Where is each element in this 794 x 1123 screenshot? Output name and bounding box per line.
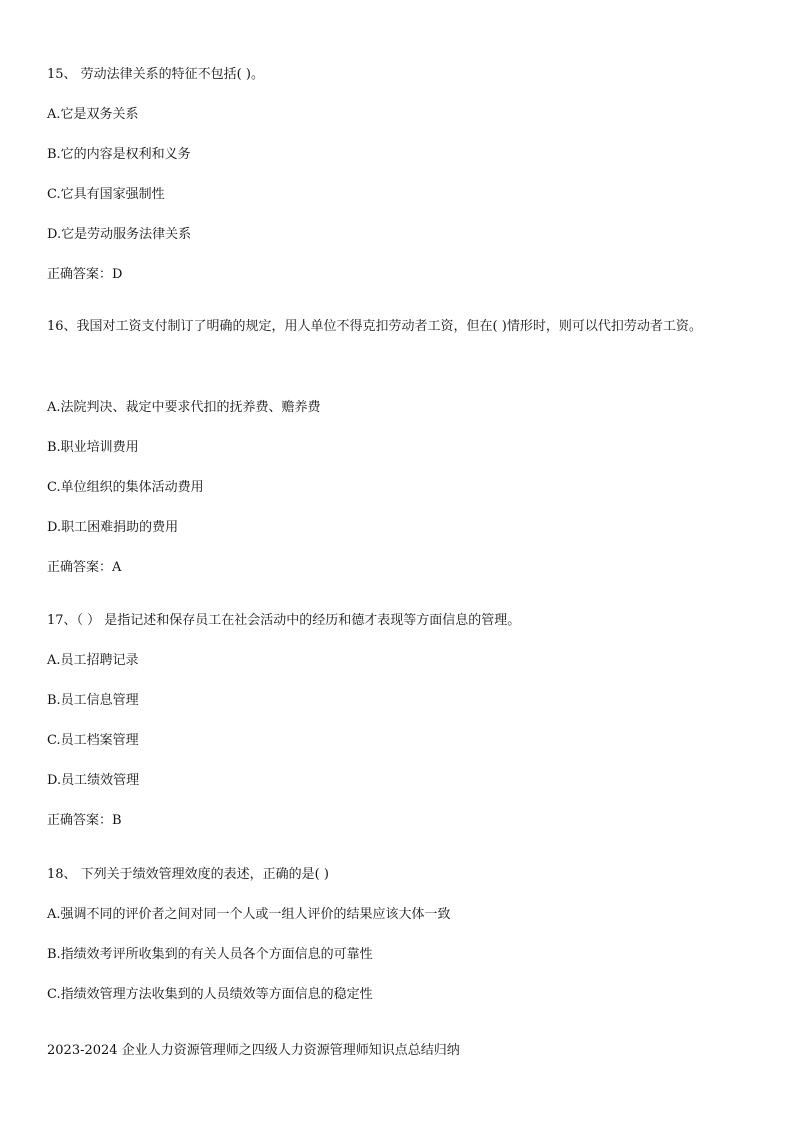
- question-17-option-a: A.员工招聘记录: [47, 653, 139, 668]
- question-15-stem: 15、 劳动法律关系的特征不包括( )。: [47, 67, 264, 82]
- question-18-option-b: B.指绩效考评所收集到的有关人员各个方面信息的可靠性: [47, 947, 373, 962]
- question-15-answer: 正确答案：D: [47, 267, 123, 282]
- question-17-option-c: C.员工档案管理: [47, 733, 139, 748]
- question-15-option-b: B.它的内容是权利和义务: [47, 147, 191, 162]
- question-15-option-a: A.它是双务关系: [47, 107, 139, 122]
- question-16-option-a: A.法院判决、裁定中要求代扣的抚养费、赡养费: [47, 400, 321, 415]
- question-16-answer: 正确答案：A: [47, 560, 122, 575]
- question-15-option-d: D.它是劳动服务法律关系: [47, 227, 192, 242]
- page-footer: 2023-2024 企业人力资源管理师之四级人力资源管理师知识点总结归纳: [47, 1043, 460, 1058]
- question-18-stem: 18、 下列关于绩效管理效度的表述，正确的是( ): [47, 867, 329, 882]
- question-17-stem: 17、（ ） 是指记述和保存员工在社会活动中的经历和德才表现等方面信息的管理。: [47, 613, 521, 628]
- question-16-option-b: B.职业培训费用: [47, 440, 139, 455]
- question-18-option-a: A.强调不同的评价者之间对同一个人或一组人评价的结果应该大体一致: [47, 907, 451, 922]
- question-18-option-c: C.指绩效管理方法收集到的人员绩效等方面信息的稳定性: [47, 987, 373, 1002]
- question-17-option-d: D.员工绩效管理: [47, 773, 140, 788]
- question-16-stem: 16、我国对工资支付制订了明确的规定，用人单位不得克扣劳动者工资，但在( )情形时，则可以代扣劳动者工资。: [47, 319, 702, 334]
- question-16-option-c: C.单位组织的集体活动费用: [47, 480, 204, 495]
- question-17-answer: 正确答案：B: [47, 813, 122, 828]
- question-15-option-c: C.它具有国家强制性: [47, 187, 165, 202]
- question-16-option-d: D.职工困难捐助的费用: [47, 520, 179, 535]
- question-17-option-b: B.员工信息管理: [47, 693, 139, 708]
